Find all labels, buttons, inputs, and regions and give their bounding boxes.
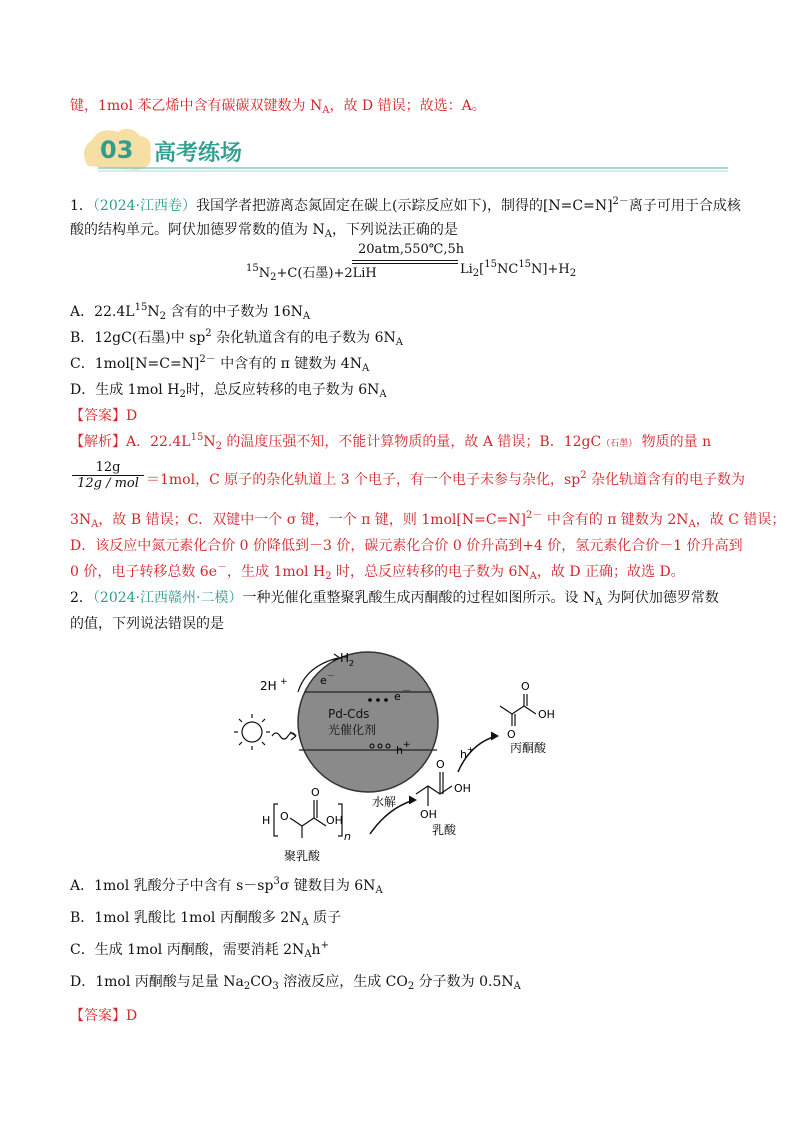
svg-text:O: O — [280, 810, 289, 823]
svg-text:O: O — [507, 728, 516, 741]
q1-analysis-line3: $3N_A$，故 B 错误；C．双键中一个 σ 键，一个 π 键，则 1mol[N=C=N]$^{2-}$ 中含有的 π 键数为 $2N_A$，故 C 错误； — [70, 510, 786, 530]
q1-analysis-line4: D．该反应中氮元素化合价 0 价降低到－3 价，碳元素化合价 0 价升高到+4 价，氢元素化合价－1 价升高到 — [70, 538, 743, 554]
q2-option-b: B．1mol 乳酸比 1mol 丙酮酸多 $2N_A$ 质子 — [70, 910, 342, 928]
reaction-conditions: 20atm,550℃,5h — [358, 242, 465, 257]
q1-option-c: C．1mol[N=C=N]$^{2-}$ 中含有的 π 键数为 $4N_A$ — [70, 354, 370, 374]
q1-equation — [246, 240, 577, 284]
polylactic-label: 聚乳酸 — [284, 849, 321, 863]
q2-line1: 2．（2024·江西赣州·二模）一种光催化重整聚乳酸生成丙酮酸的过程如图所示。设 $N_A$ 为阿伏加德罗常数 — [70, 590, 719, 608]
hole-label: h — [396, 744, 403, 757]
catalyst-label-2: 光催化剂 — [328, 723, 377, 737]
reaction-arrow — [352, 260, 458, 261]
q1-option-a: A．$22.4L^{15}N_2$ 含有的中子数为 $16N_A$ — [70, 302, 311, 322]
q2-option-d: D．1mol 丙酮酸与足量 $Na_2CO_3$ 溶液反应，生成 $CO_2$ 分子数为 $0.5N_A$ — [70, 974, 521, 992]
q1-line1: 1．（2024·江西卷）我国学者把游离态氮固定在碳上(示踪反应如下)，制得的[N=C=N]$^{2-}$离子可用于合成核 — [70, 196, 741, 214]
svg-text:OH: OH — [420, 808, 437, 821]
svg-text:n: n — [344, 830, 351, 843]
electron-label: e — [394, 690, 401, 703]
q2-line2: 的值，下列说法错误的是 — [70, 616, 224, 632]
svg-text:O: O — [311, 786, 320, 799]
svg-text:O: O — [521, 680, 530, 693]
carryover-line: 键，1mol 苯乙烯中含有碳碳双键数为 $N_A$，故 D 错误；故选：A。 — [70, 98, 486, 116]
banner-title: 高考练场 — [154, 141, 243, 166]
two-h-label: 2H — [260, 679, 277, 693]
q2-source: （2024·江西赣州·二模） — [92, 590, 243, 606]
svg-text:H: H — [262, 814, 271, 827]
q1-source: （2024·江西卷） — [92, 198, 197, 214]
catalyst-label-1: Pd-Cds — [328, 707, 370, 721]
svg-text:+: + — [467, 745, 474, 754]
svg-text:e: e — [320, 674, 327, 687]
svg-text:－: － — [402, 687, 412, 697]
photocatalysis-diagram — [220, 640, 600, 870]
q1-line2: 酸的结构单元。阿伏加德罗常数的值为 $N_A$，下列说法正确的是 — [70, 222, 458, 240]
q1-analysis-line2: ＝1mol，C 原子的杂化轨道上 3 个电子，有一个电子未参与杂化，$sp^2$ 杂化轨道含有的电子数为 — [146, 470, 746, 488]
pyruvic-label: 丙酮酸 — [510, 741, 547, 755]
svg-text:O: O — [436, 758, 445, 771]
q1-analysis-line1: 【解析】A．$22.4L^{15}N_2$ 的温度压强不知，不能计算物质的量，故 A 错误；B．12gC（石墨） 物质的量 n — [70, 432, 712, 452]
h2-label: H — [340, 651, 350, 665]
svg-text:+: + — [403, 740, 411, 750]
q2-answer: 【答案】D — [70, 1008, 138, 1024]
molar-fraction: 12g 12g / mol — [72, 460, 144, 491]
svg-text:h: h — [460, 748, 467, 761]
q2-option-c: C．生成 1mol 丙酮酸，需要消耗 $2N_Ah^+$ — [70, 940, 329, 960]
q1-answer: 【答案】D — [70, 408, 138, 424]
q1-option-d: D．生成 1mol $H_2$时，总反应转移的电子数为 $6N_A$ — [70, 382, 387, 400]
svg-text:OH: OH — [538, 708, 555, 721]
equation-right: $Li_2[^{15}NC^{15}N]+H_2$ — [460, 259, 577, 279]
sun-icon — [234, 714, 270, 750]
section-banner — [78, 126, 728, 172]
svg-text:2: 2 — [349, 659, 355, 668]
hydrolysis-label: 水解 — [372, 795, 397, 809]
svg-text:OH: OH — [326, 814, 343, 827]
svg-text:+: + — [280, 677, 288, 687]
svg-text:－: － — [327, 671, 335, 680]
svg-text:OH: OH — [454, 782, 471, 795]
q1-analysis-line5: 0 价，电子转移总数 6e－，生成 1mol $H_2$ 时，总反应转移的电子数为 $6N_A$，故 D 正确；故选 D。 — [70, 562, 685, 582]
q1-option-b: B．12gC(石墨)中 $sp^2$ 杂化轨道含有的电子数为 $6N_A$ — [70, 328, 403, 348]
catalyst-sphere — [298, 652, 438, 792]
banner-number: 03 — [100, 136, 134, 164]
lactic-structure — [416, 772, 452, 806]
lactic-label: 乳酸 — [432, 823, 457, 837]
equation-left: $^{15}N_2+C$(石墨)+2LiH — [246, 263, 377, 283]
q2-option-a: A．1mol 乳酸分子中含有 $s-sp^3\sigma$ 键数目为 $6N_A$ — [70, 876, 383, 896]
pyruvic-structure — [500, 694, 536, 726]
